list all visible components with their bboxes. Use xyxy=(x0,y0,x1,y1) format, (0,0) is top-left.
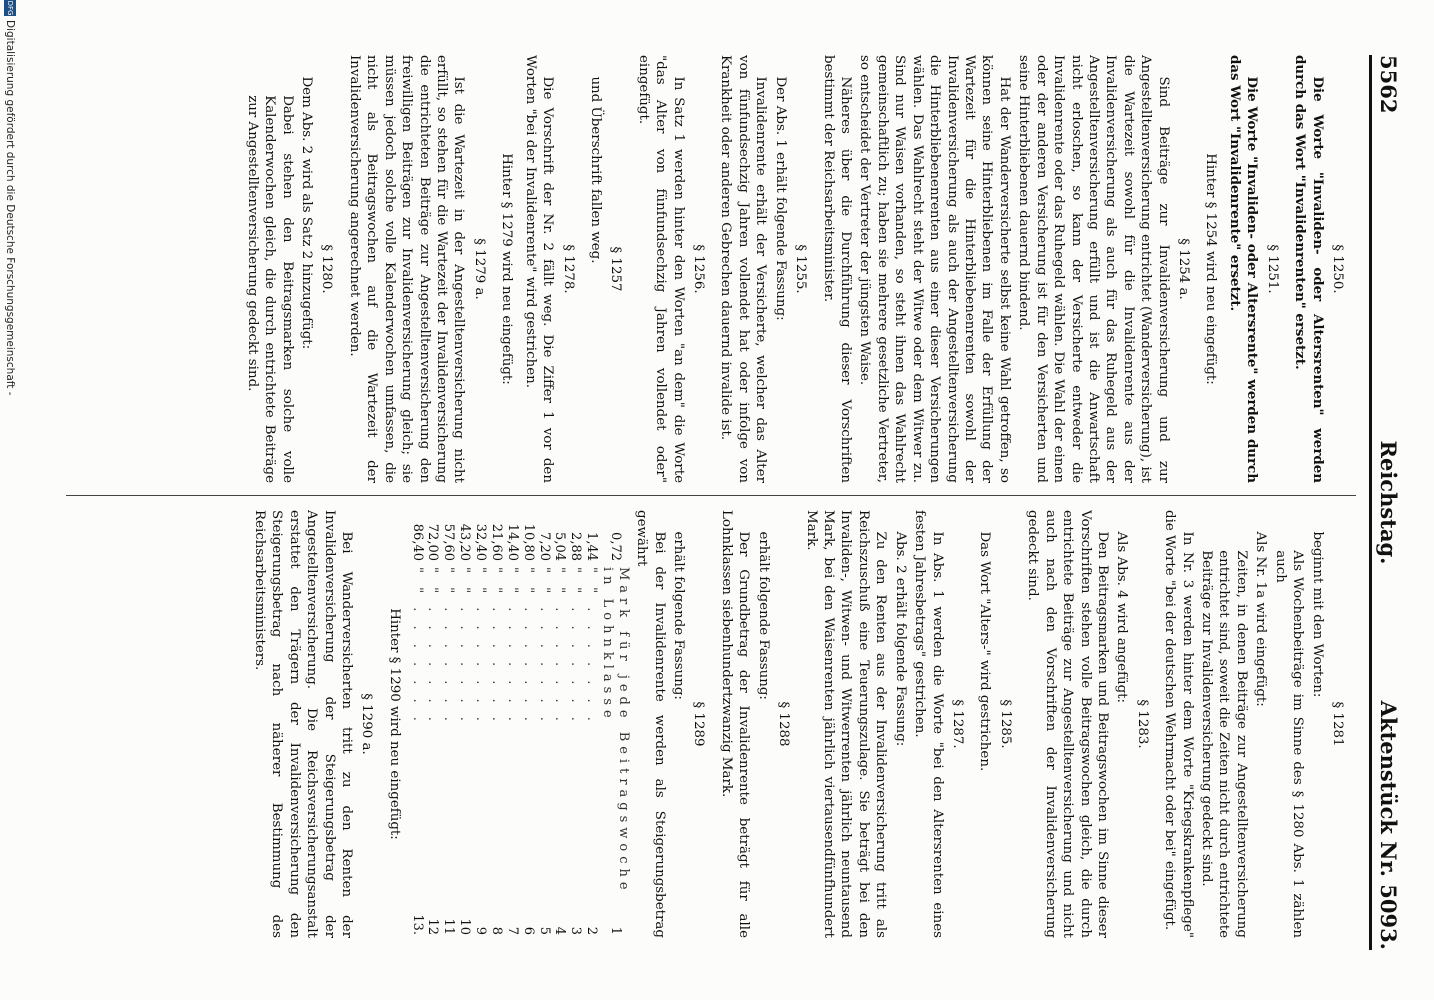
paragraph: Zu den Renten aus der Invalidenversicherung tritt als Reichszuschuß eine Teuerungszulage. Sie beträgt bei den Invaliden-, Witwen- und Witwerrenten jährlich neuntausend Mark, bei den Waisenrenten jährlich viertausendfünfhundert Mark. xyxy=(803,510,889,938)
wage-class: 11 xyxy=(441,918,457,935)
insertion-note: Hinter § 1290 wird neu eingefügt: xyxy=(386,608,402,840)
paragraph: Zeiten, in denen Beiträge zur Angestelltenversicherung entrichtet sind, soweit die Zeiten nicht durch entrichtete Beiträge zur Invalidenversicherung gedeckt sind. xyxy=(1199,550,1249,938)
paragraph: Bei Wanderversicherten tritt zu den Renten der Invalidenversicherung der Steigerungsbetrag der Angestelltenversicherung. Die Reichsversicherungsanstalt erstattet den Trägern der Invalidenversicherung den Steigerungsbetrag nach näherer Bestimmung des Reichsarbeitsministers. xyxy=(251,510,354,938)
paragraph: Der Abs. 1 erhält folgende Fassung: xyxy=(772,76,788,321)
rate-amount: 86,40 xyxy=(409,523,425,561)
rate-amount: 14,40 xyxy=(504,523,520,561)
insertion-note: Hinter § 1279 wird neu eingefügt: xyxy=(499,153,515,385)
paragraph: Die Worte "Invaliden- oder Altersrente" werden durch das Wort "Invalidenrente" ersetzt. xyxy=(1226,55,1261,483)
rate-amount: 21,60 xyxy=(488,523,504,561)
section-heading: § 1255. xyxy=(793,244,809,294)
rate-row xyxy=(520,510,536,938)
rate-amount: 43,20 xyxy=(457,523,473,561)
paragraph: Bei der Invalidenrente werden als Steigerungsbetrag gewährt xyxy=(634,510,667,938)
header-title: Reichstag. xyxy=(1376,440,1401,565)
rate-unit: " " . . . . . . . xyxy=(584,567,600,726)
wage-class: 5 xyxy=(536,926,552,935)
paragraph: Als Nr. 1a wird eingefügt: xyxy=(1253,531,1269,707)
rate-unit: " " . . . . . . . xyxy=(457,567,473,726)
wage-class: 2 xyxy=(584,926,600,935)
rate-unit: " " . . . . . . . xyxy=(504,567,520,726)
rate-unit: " " . . . . . . . xyxy=(536,567,552,726)
rate-row xyxy=(536,510,552,938)
dfg-logo: DFG xyxy=(6,0,14,16)
section-heading: § 1278. xyxy=(560,244,576,294)
wage-class: 1 xyxy=(607,926,623,935)
section-heading: § 1285. xyxy=(997,699,1013,749)
rate-amount: 2,88 xyxy=(568,532,584,561)
paragraph: In Satz 1 werden hinter den Worten "an dem" die Worte "das Alter von fünfundsechzig Jahren vollendet oder" eingefügt. xyxy=(635,55,686,483)
section-heading: § 1257 xyxy=(608,246,624,292)
rate-amount: 5,04 xyxy=(552,532,568,561)
paragraph: Dabei stehen den Beitragsmarken solche volle Kalenderwochen gleich, die durch entrichtete Beiträge zur Angestelltenversicherung gedeckt sind. xyxy=(244,95,295,483)
section-heading: § 1290 a. xyxy=(359,693,375,755)
rate-row xyxy=(472,510,488,938)
rate-amount: 0,72 xyxy=(607,532,623,561)
section-heading: § 1283. xyxy=(1134,699,1150,749)
paragraph: Ist die Wartezeit in der Angestelltenversicherung nicht erfüllt, so stehen für die Wartezeit der Invalidenversicherung die entrichteten Beiträge zur Angestelltenversicherung den freiwilligen Beiträgen zur Invalidenversicherung gleich; sie müssen jedoch solche volle Kalenderwochen umfassen, die nicht als Beitragswochen auf die Wartezeit der Invalidenversicherung angerechnet werden. xyxy=(346,55,467,483)
rate-unit: " " . . . . . . . xyxy=(473,567,489,726)
wage-class: 9 xyxy=(473,926,489,935)
section-heading: § 1254 a. xyxy=(1176,238,1192,300)
right-column xyxy=(70,510,1356,938)
paragraph: beginnt mit den Worten: xyxy=(1309,531,1325,698)
left-column xyxy=(70,55,1356,483)
paragraph: Näheres über die Durchführung dieser Vorschriften bestimmt der Reichsarbeitsminister. xyxy=(820,55,854,483)
wage-class: 7 xyxy=(504,926,520,935)
wage-class: 6 xyxy=(520,926,536,935)
rate-unit: " " . . . . . . . xyxy=(425,567,441,726)
rate-row xyxy=(441,510,457,938)
rate-unit: " " . . . . . . . xyxy=(409,567,425,726)
rate-row xyxy=(488,510,504,938)
wage-class: 3 xyxy=(568,926,584,935)
section-heading: § 1280. xyxy=(319,244,335,294)
paragraph: Hat der Wanderversicherte selbst keine Wahl getroffen, so können seine Hinterbliebenen im Falle der Erfüllung der Wartezeit für die Hinterbliebenenrenten sowohl der Invalidenversicherung als auch der Angestelltenversicherung die Hinterbliebenenrenten aus einer dieser Versicherungen wählen. Das Wahlrecht steht der Witwe oder dem Witwer zu. Sind nur Waisen vorhanden, so steht ihnen das Wahlrecht gemeinschaftlich zu; haben sie mehrere gesetzliche Vertreter, so entscheidet der Vertreter der jüngsten Waise. xyxy=(857,55,1012,483)
rate-amount: 7,20 xyxy=(536,532,552,561)
rate-unit: Mark für jede Beitragswoche in Lohnklasse xyxy=(599,567,631,895)
rate-row xyxy=(456,510,472,938)
paragraph: Als Abs. 4 wird angefügt: xyxy=(1114,531,1130,704)
paragraph: Die Worte "Invaliden- oder Altersrenten" werden durch das Wort "Invalidenrenten" ersetzt. xyxy=(1292,55,1326,483)
insertion-note: Hinter § 1254 wird neu eingefügt: xyxy=(1203,153,1219,385)
paragraph: Invalidenrente erhält der Versicherte, welcher das Alter von fünfundsechzig Jahren vollendet hat oder infolge von Krankheit oder anderen Gebrechen dauernd invalide ist. xyxy=(718,55,769,483)
paragraph: In Nr. 3 werden hinter dem Worte "Kriegskrankenpflege" die Worte "bei der deutschen Wehrmacht oder bei" eingefügt. xyxy=(1162,510,1195,938)
paragraph: Die Vorschrift der Nr. 2 fällt weg. Die Ziffer 1 vor den Worten "bei der Invalidenrente" wird gestrichen. xyxy=(522,55,556,483)
wage-class: 10 xyxy=(457,918,473,935)
paragraph: Den Beitragsmarken und Beitragswochen im Sinne dieser Vorschriften stehen volle Beitragswochen gleich, die durch entrichtete Beiträge zur Angestelltenversicherung und nicht auch nach den Vorschriften der Invalidenversicherung gedeckt sind. xyxy=(1025,510,1110,938)
paragraph: Dem Abs. 2 wird als Satz 2 hinzugefügt: xyxy=(299,76,315,350)
rate-amount: 32,40 xyxy=(473,523,489,561)
rate-amount: 10,80 xyxy=(520,523,536,561)
rate-unit: " " . . . . . . . xyxy=(568,567,584,726)
rate-amount: 1,44 xyxy=(584,532,600,561)
rate-row xyxy=(583,510,599,938)
wage-class: 12 xyxy=(425,918,441,935)
section-heading: § 1281 xyxy=(1330,701,1345,747)
wage-class: 13. xyxy=(409,914,425,935)
paragraph: und Überschrift fallen weg. xyxy=(587,76,603,264)
rate-row xyxy=(599,510,631,938)
wage-class: 4 xyxy=(552,926,568,935)
section-heading: § 1251. xyxy=(1264,244,1280,294)
page-header xyxy=(1369,55,1404,950)
rate-row xyxy=(425,510,441,938)
rate-unit: " " . . . . . . . xyxy=(520,567,536,726)
rate-unit: " " . . . . . . . xyxy=(488,567,504,726)
footer-text: Digitalisierung gefördert durch die Deutsche Forschungsgemeinschaft - xyxy=(4,20,16,396)
paragraph: In Abs. 1 werden die Worte "bei den Altersrenten eines festen Jahresbetrags" gestrichen. xyxy=(912,510,945,938)
rate-table xyxy=(409,510,631,938)
rate-row xyxy=(567,510,583,938)
paragraph: Als Wochenbeiträge im Sinne des § 1280 Abs. 1 zählen auch xyxy=(1272,550,1306,938)
section-heading: § 1288 xyxy=(776,701,792,747)
paragraph: Abs. 2 erhält folgende Fassung: xyxy=(892,531,908,747)
section-heading: § 1279 a. xyxy=(471,238,487,300)
wage-class: 8 xyxy=(488,926,504,935)
paragraph: Das Wort "Alters-" wird gestrichen. xyxy=(977,531,993,772)
section-heading: § 1289 xyxy=(691,701,707,747)
rate-unit: " " . . . . . . . xyxy=(552,567,568,726)
paragraph: Der Grundbetrag der Invalidenrente beträgt für alle Lohnklassen siebenhundertzwanzig Mark. xyxy=(718,510,752,938)
paragraph: erhält folgende Fassung: xyxy=(755,531,771,700)
rate-row xyxy=(409,510,425,938)
footer xyxy=(4,0,16,1000)
right-column-bottom xyxy=(250,510,402,938)
rate-row xyxy=(504,510,520,938)
right-column-top xyxy=(633,510,1346,938)
page-number: 5562 xyxy=(1376,55,1401,114)
section-heading: § 1250. xyxy=(1330,244,1345,294)
column-divider xyxy=(66,495,1356,496)
paragraph: erhält folgende Fassung: xyxy=(671,531,687,700)
section-heading: § 1256. xyxy=(691,244,707,294)
paragraph: Sind Beiträge zur Invalidenversicherung und zur Angestelltenversicherung entrichtet (Wanderversicherung), ist die Wartezeit sowohl für die Invalidenrente aus der Invalidenversicherung als auch für das Ruhegeld aus der Angestelltenversicherung erfüllt und ist die Anwartschaft nicht erloschen, so kann der Versicherte entweder die Invalidenrente oder das Ruhegeld wählen. Die Wahl der einen oder der anderen Versicherung ist für den Versicherten und seine Hinterbliebenen dauernd bindend. xyxy=(1016,55,1171,483)
rate-amount: 72,00 xyxy=(425,523,441,561)
section-heading: § 1287. xyxy=(949,699,965,749)
rate-amount: 57,60 xyxy=(441,523,457,561)
rate-unit: " " . . . . . . . xyxy=(441,567,457,726)
rate-row xyxy=(552,510,568,938)
document-number: Aktenstück Nr. 5093. xyxy=(1376,700,1401,950)
